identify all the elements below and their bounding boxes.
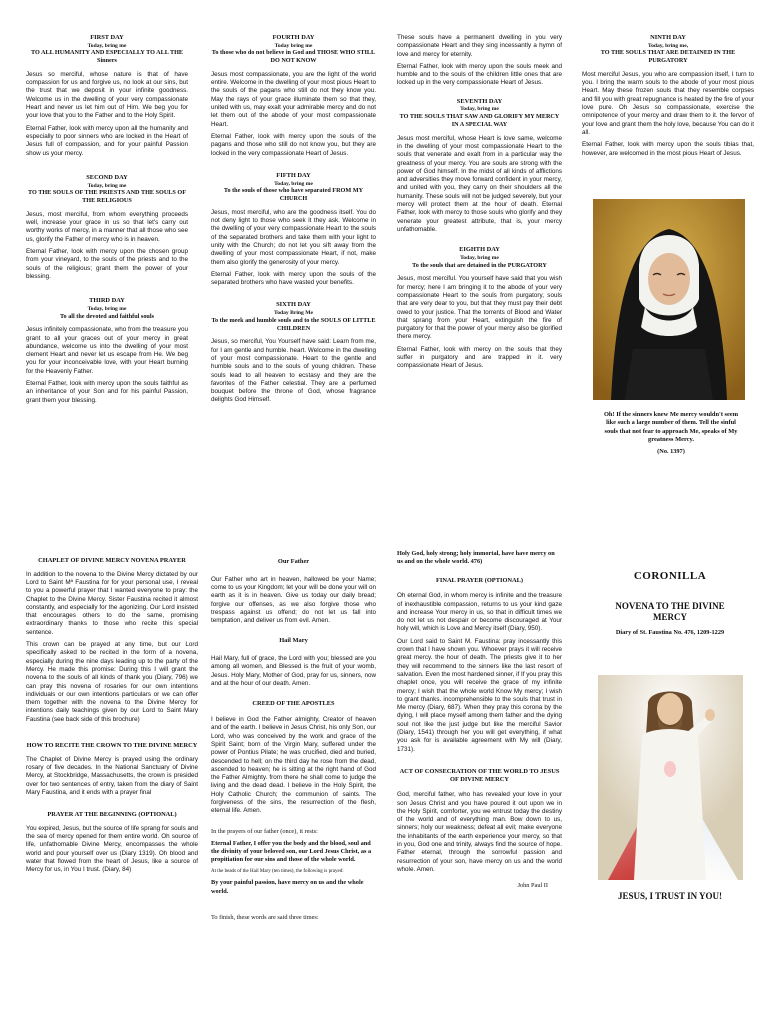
fifth-day-section [211,172,376,288]
paragraph: Oh eternal God, in whom mercy is infinite and the treasure of inexhaustible compassion, returns to us your kind gaze and increase Your mercy in us, so that in difficult times we do not let us not despair or become discouraged at Your holy will, which is Love and Mercy itself (Diary, 950). [397,592,562,633]
section-subtitle: Today, bring me [274,180,313,187]
section-title: TO ALL HUMANITY AND ESPECIALLY TO ALL THE Sinners [30,49,184,65]
section-heading: FOURTH DAY [272,34,315,41]
paragraph: Hail Mary, full of grace, the Lord with you; blessed are you among all women, and Blessed is the fruit of your womb, Jesus. Holy Mary, Mother of God, pray for us, sinners, now and at the hour of our death. Amen. [211,655,376,688]
our-father-section [211,558,376,625]
section-title: To the souls of those who have separated FROM MY CHURCH [223,187,364,202]
p1-col3 [397,34,562,379]
section-subtitle: Today, bring me [87,305,127,312]
hail-mary-section [211,637,376,688]
third-day-section [26,297,188,405]
p2-col3 [397,550,562,889]
paragraph: Our Lord said to Saint M. Faustina: pray incessantly this crown that I have shown you. Whoever prays it will receive great mercy. the hour of death. The priests give it to her they will recommend to the sinners like the last resort of salvation. Even the most hardened sinner, if If you pray this chaplet once, you will receive the grace of my infinite mercy; I wish that the whole world Know My mercy; I wish to grant thanks. incomprehensible to the souls that trust in Me mercy (Diary, 687). When they pray this corona by the dying, I will place myself among them father and the dying soul not like the just judge but like the merciful Savior (Diary, 1541) through her you will get everything, if what you ask for is available agreement with My will (Diary, 1731). [397,637,562,753]
section-heading: EIGHTH DAY [459,246,500,254]
instruction-note: In the prayers of our father (once), it rests: [211,827,318,835]
paragraph: Eternal Father, look with mercy upon the souls meek and humble and to the souls of the children little ones that are locked up in the very compassionate Heart of Jesus. [397,62,562,87]
paragraph: These souls have a permanent dwelling in you very compassionate Heart and they sing incessantly a hymn of love and mercy for eternity. [397,34,562,58]
section-subtitle: Today, bring me [460,106,499,113]
paragraph: Eternal Father, look with mercy upon the souls faithful as an inheritance of your Son and for his painful Passion, grant them your blessing. [26,380,188,404]
section-title: To the meek and humble souls and to the SOULS OF LITTLE CHILDREN [211,316,376,332]
section-subtitle: Today, bring me [460,254,499,261]
paragraph: Jesus most merciful, whose Heart is love same, welcome in the dwelling of your most compassionate Heart to the souls that venerate and exalt from in a particular way the greatness of your mercy. You are souls are strong with the power of God himself. In the midst of all kinds of afflictions and adversities they move forward confident in your mercy, and united with you, they carry on their shoulders all the humanity. These souls will not be judged severely, but your mercy will protect them at the hour of death. Eternal Father, look with mercy to those souls who glorify and they venerate your greatest attribute, that is, your mercy unfathomable. [397,134,562,233]
cover-subtitle: NOVENA TO THE DIVINE MERCY [615,601,725,622]
paragraph: Eternal Father, look with mercy upon all the humanity and especially to poor sinners who are locked in the Heart of Jesus full of compassion, and for your painful Passion show us your mercy. [26,124,188,157]
signature: John Paul II [517,882,548,890]
paragraph: The Chaplet of Divine Mercy is prayed using the ordinary rosary of five decades. In the National Sanctuary of Divine Mercy, at Stockbridge, Massachusetts, the crown is presided over for two sentences of entry, taken from the diary of Saint Mary Faustina, and it ends with a prayer final [26,755,198,796]
cover-title: CORONILLA [633,570,707,582]
section-heading: SECOND DAY [86,173,128,181]
section-heading: ACT OF CONSECRATION OF THE WORLD TO JESUS OF DIVINE MERCY [399,767,560,783]
p2-col1 [26,557,198,883]
first-day-section [26,34,188,158]
paragraph: Eternal Father, look with mercy upon the chosen group from your vineyard, to the souls of the priests and to the souls of the religious; grant them the power of your blessing. [26,247,188,280]
p1-col4-quote [600,405,742,455]
portrait-illustration [593,199,745,400]
section-heading: CHAPLET OF DIVINE MERCY NOVENA PRAYER [38,557,186,564]
consecration-section [397,768,562,874]
section-heading: Hail Mary [279,637,308,645]
paragraph: Jesus, most merciful. You yourself have said that you wish for mercy; here I am bringing it to the abode of your very compassionate Heart to the souls from purgatory, souls that are very dear to you, but that they must pay their debt owed to your justice. That the torrents of Blood and Water that sprang from your Heart, extinguish the fire of purgatory for that the power of your mercy also be glorified there mercy. [397,275,562,341]
paragraph: Most merciful Jesus, you who are compassion itself, I turn to you. I bring the warm souls to the abode of your most pious Heart. May these frozen souls that they resemble corpses and fill you with great repugnance is heated by the fire of your love pure. Oh Jesus so compassionate, exercise the omnipotence of your mercy and draw them to it. the fervor of your love and grant them the holy love, because You can do it all. [582,70,754,136]
section-subtitle: Today bring me [274,42,313,49]
fourth-day-section [211,34,376,158]
section-title: TO THE SOULS THAT SAW AND GLORIFY MY MERCY IN A SPECIAL WAY [399,113,560,128]
paragraph: Jesus, most merciful, who are the goodness itself. You do not deny light to those who seek it they ask. Welcome in the dwelling of your very compassionate Heart to the souls of the separated brothers and take them with your light to unity with the Church; do not let you sift away from the dwelling of your most compassionate Heart, if not, make them also glorify the generosity of your mercy. [211,208,376,266]
prayer-beginning-section [26,811,198,874]
section-title: TO THE SOULS OF THE PRIESTS AND THE SOULS OF THE RELIGIOUS [27,189,186,204]
paragraph: Eternal Father, look with mercy on the souls that they suffer in purgatory and are trapped in it. very compassionate Heart of Jesus. [397,345,562,370]
section-heading: Our Father [277,558,310,565]
painful-passion-prayer: By your painful passion, have mercy on us and the whole world. [211,879,364,895]
paragraph: Eternal Father, look with mercy upon the souls of the pagans and those who still do not know you, but they are locked in the very compassionate Heart of Jesus. [211,132,376,157]
second-day-section [26,174,188,281]
paragraph: Jesus, so merciful, You Yourself have said: Learn from me, for I am gentle and humble. heart. Welcome in the dwelling of your most compassionate. Heart to the gentle and humble souls and to the souls of young children. These souls lead to all heaven to ecstasy and they are the favorites of the Father celestial. They are a perfumed bouquet before the throne of God, whose fragrance delights God Himself. [211,338,376,404]
section-title: To all the devoted and faithful souls [60,312,154,320]
how-to-recite-section [26,742,198,797]
eternal-father-prayer: Eternal Father, I offer you the body and the blood, soul and the divinity of your beloved son, our Lord Jesus Christ, as a propitiation for our sins and those of the whole world. [211,839,372,864]
holy-god-prayer: Holy God, holy strong; holy immortal, have have mercy on us and on the whole world. 476) [397,550,555,566]
section-title: To the souls that are detained in the PURGATORY [412,261,547,269]
section-subtitle: Today, bring me [87,42,127,49]
divine-mercy-image [598,675,743,880]
section-subtitle: Today, bring me, [647,42,689,49]
instruction-note: At the beads of the Hail Mary (ten times), the following is prayed: [211,868,344,874]
chaplet-section [26,557,198,724]
section-heading: HOW TO RECITE THE CROWN TO THE DIVINE MERCY [26,742,198,750]
instruction-note: To finish, these words are said three times: [211,913,319,921]
sixth-day-section [211,301,376,404]
creed-section [211,700,376,815]
paragraph: Jesus so merciful, whose nature is that of have compassion for us and forgive us, no look at our sins, but the trust that we deposit in your infinite goodness. Welcome us in the dwelling of your very compassionate Heart and never us let him out of Him. We beg you for your love that you to the Father and to the Holy Spirit. [26,70,188,120]
diary-reference: Diary of St. Faustina No. 476, 1209-1229 [615,628,725,636]
paragraph: Jesus most compassionate, you are the light of the world entire. Welcome in the dwelling of your most pious Heart to the souls of the pagans who still do not they know you. May the rays of your grace illuminate them so that they, united with us, may exalt your admirable mercy and do not let them out of the abode of your most compassionate Heart. [211,70,376,128]
section-heading: FINAL PRAYER (OPTIONAL) [435,576,524,584]
paragraph: This crown can be prayed at any time, but our Lord specifically asked to be recited in the form of a novena, especially during the nine days leading up to the party of the Mercy. He made this promise: During this I will grant the novena to the souls of all kinds of thank you (Diary, 796) we can pray this novena of rosaries for our own intentions individuals or our own intentions particulars or we can offer them together with the novena to the Divine Mercy for intentions daily teachings given by our Lord to Saint Mary Faustina (see back side of this brochure) [26,641,198,723]
paragraph: I believe in God the Father almighty, Creator of heaven and of the earth. I believe in Jesus Christ, his only Son, our Lord, who was conceived by the work and grace of the Spirit Saint; born of the Virgin Mary, suffered under the power of Pontius Pilate; he was crucified, died and buried, descended to hell; on the third day he rose from the dead, ascended to heaven; he is sitting at the right hand of God the Father Almighty. from there he shall come to judge the living and the dead dead. I believe in the Holy Spirit, the Holy Catholic Church; the communion of saints. The forgiveness of the sins, the resurrection of the flesh, eternal life. Amen. [211,716,376,815]
seventh-day-section [397,98,562,234]
p2-cover-motto [586,891,754,902]
paragraph: Jesus, most merciful, from whom everything proceeds well, increase your grace in us so that let's carry out worthy works of mercy, in a manner that all those who see us, glorify the Father of mercy who is in heaven. [26,210,188,243]
section-title: To those who do not believe in God and THOSE WHO STILL DO NOT KNOW [211,49,376,65]
paragraph: In addition to the novena to the Divine Mercy dictated by our Lord to Saint Mª Faustina for for your personal use, I reveal to you a powerful prayer that I wanted everyone to pray: the Chaplet to the Divine Mercy. Sister Faustina recited it almost constantly, and especially for the agonizing. Our Lord insisted that encourages others to do the same, promising extraordinary thanks to those who recite this special sentence. [26,570,198,636]
section-heading: NINTH DAY [650,34,686,41]
section-subtitle: Today Bring Me [274,310,313,317]
eighth-day-section [397,246,562,370]
faustina-quote: Oh! If the sinners knew Me mercy wouldn't seem like such a large number of them. Tell the sinful souls that not fear to approach Me, speaks of My greatness Mercy. [603,411,739,443]
p1-col2 [211,34,376,413]
paragraph: Our Father who art in heaven, hallowed be your Name; come to us your Kingdom; let your will be done your will on earth as it is in heaven. Give us today our daily bread; forgive our offenses, as we also forgive those who trespass against us offend; do not let us fall into temptation, and deliver us from evil. Amen. [211,575,376,625]
section-heading: SIXTH DAY [276,301,311,309]
section-heading: FIFTH DAY [276,171,311,179]
paragraph: Eternal Father, look with mercy upon the souls of the separated brothers who have wasted your benefits. [211,270,376,287]
p1-col4 [582,34,754,166]
section-heading: FIRST DAY [90,34,124,41]
paragraph: You expired, Jesus, but the source of life sprang for souls and the sea of mercy opened for them entire world. Oh source of life, unfathomable Divine Mercy, encompasses the whole world and pour yourself over us (Diary 1319). Oh blood and water that flowed from the heart of Jesus, like a source of Mercy for us, in You I trust. (Diary, 84) [26,824,198,874]
p1-col1 [26,34,188,413]
section-heading: CREED OF THE APOSTLES [252,700,335,708]
paragraph: God, merciful father, who has revealed your love in your son Jesus Christ and you have poured it out upon we in the Holy Spirit, comforter, you we entrust today the destiny of the world and of everything man. Bow down to us, sinners; holy our weakness; defeat all evil; make everyone the inhabitants of the earth experience your mercy, so that in you, God one and trinity, always find the source of hope. Father eternal, through the sorrowful passion and resurrection of your son, have mercy on us and the world whole. Amen. [397,791,562,873]
quote-reference: (No. 1397) [657,448,685,456]
final-prayer-section [397,577,562,754]
paragraph: Jesus infinitely compassionate, who from the treasure you grant to all your graces out of your mercy in great abundance, welcome us into the dwelling of your most clement Heart and never let us escape from He. We beg you for your inconceivable love, with your Heart burning for the Heavenly Father. [26,326,188,375]
ninth-day-section [582,34,754,158]
section-heading: THIRD DAY [89,297,125,305]
divine-mercy-illustration [598,675,743,880]
p2-cover [586,570,754,636]
paragraph: Eternal Father, look with mercy upon the souls tibias that, however, are welcomed in the most pious Heart of Jesus. [582,141,754,157]
section-heading: PRAYER AT THE BEGINNING (OPTIONAL) [47,811,177,819]
section-subtitle: Today, bring me [87,182,127,189]
saint-faustina-portrait [593,199,745,400]
section-title: TO THE SOULS THAT ARE DETAINED IN THE PURGATORY [600,49,736,65]
p2-col2 [211,558,376,926]
section-heading: SEVENTH DAY [456,97,503,105]
cover-motto: JESUS, I TRUST IN YOU! [617,891,723,901]
